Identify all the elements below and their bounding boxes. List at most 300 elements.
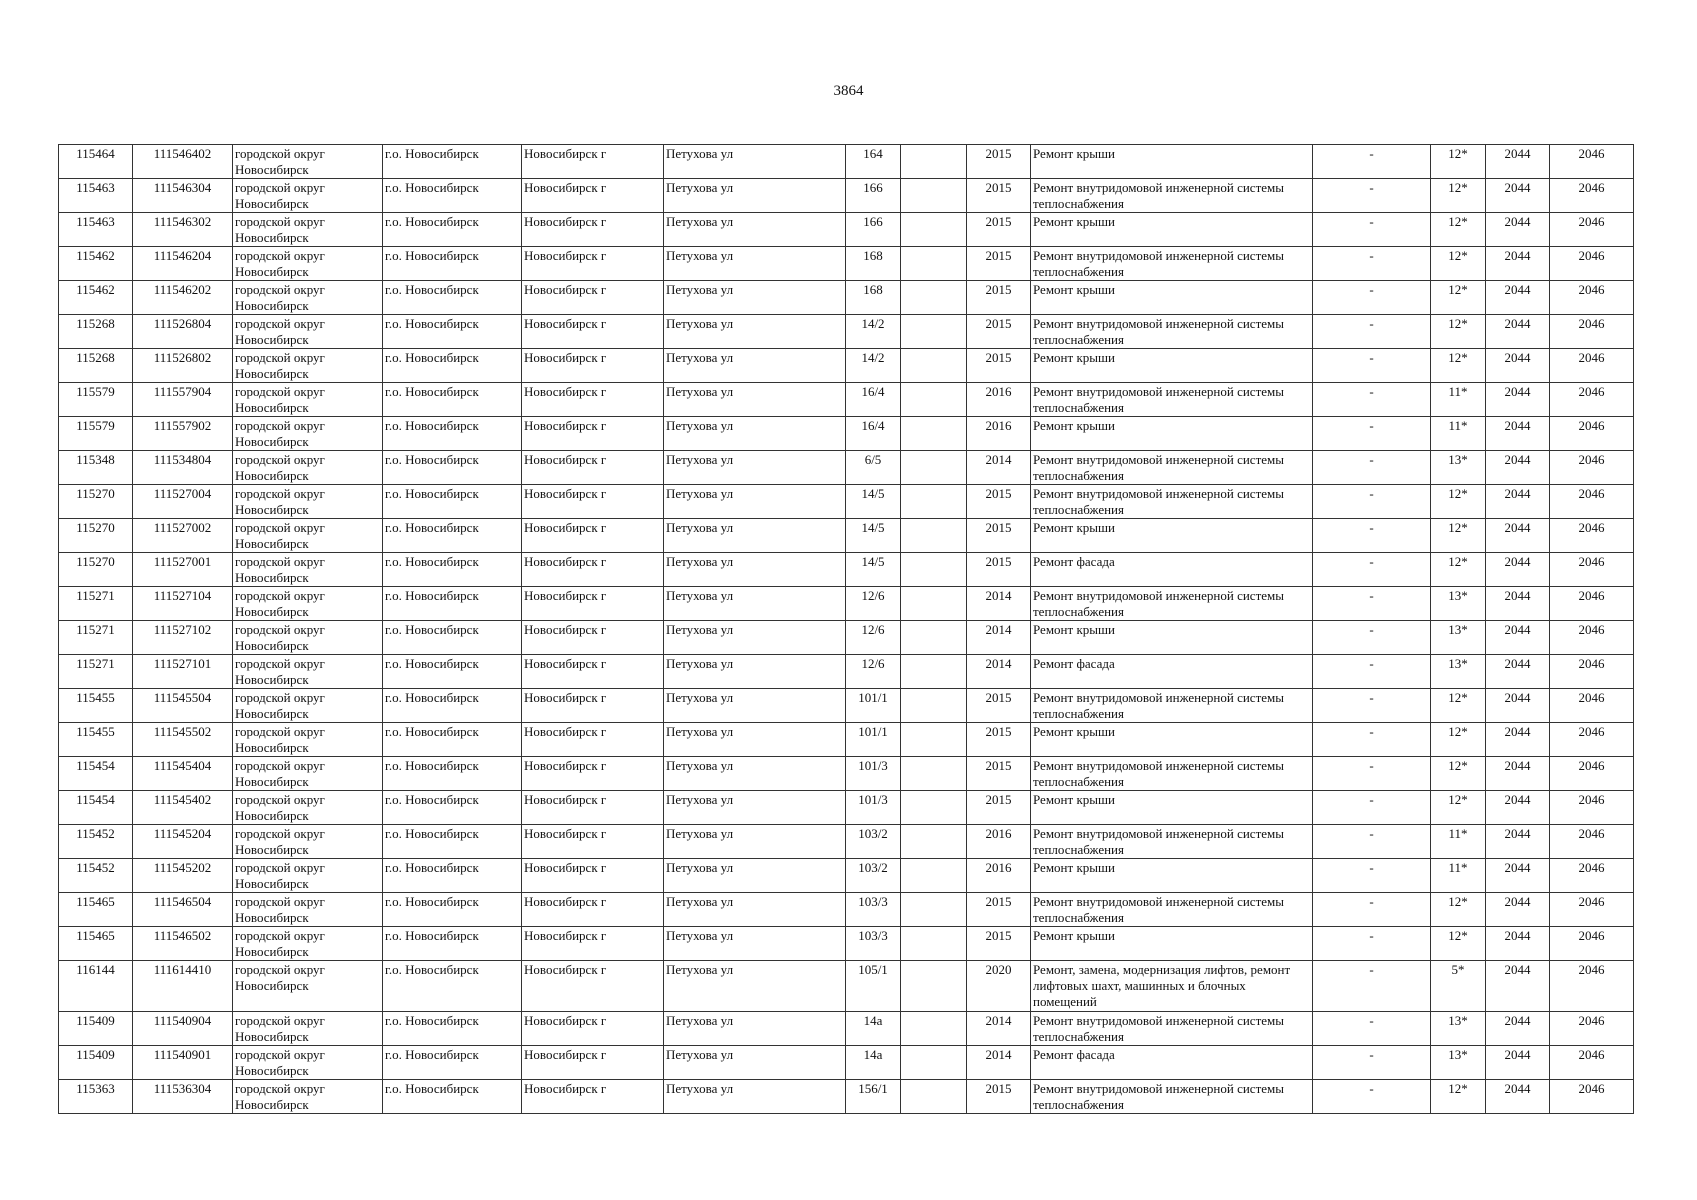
cell-house-number: 156/1 [846,1080,901,1114]
cell-municipality: городской округ Новосибирск [233,553,383,587]
cell-house-number: 14/2 [846,349,901,383]
cell-element-id: 111534804 [133,451,233,485]
cell-dash: - [1313,587,1431,621]
cell-street: Петухова ул [664,247,846,281]
cell-plan-end-year: 2046 [1550,893,1634,927]
cell-house-number: 168 [846,281,901,315]
cell-municipality: городской округ Новосибирск [233,519,383,553]
cell-plan-end-year: 2046 [1550,791,1634,825]
cell-district: г.о. Новосибирск [383,451,522,485]
cell-plan-end-year: 2046 [1550,417,1634,451]
cell-plan-end-year: 2046 [1550,757,1634,791]
table-row [59,757,1634,791]
table-row [59,961,1634,1012]
cell-lifetime: 5* [1431,961,1486,1012]
cell-registry-id: 115465 [59,893,133,927]
cell-plan-start-year: 2044 [1486,587,1550,621]
cell-construction-year: 2015 [967,281,1031,315]
table-row [59,519,1634,553]
cell-element-id: 111545204 [133,825,233,859]
cell-house-number: 103/3 [846,893,901,927]
cell-plan-end-year: 2046 [1550,927,1634,961]
cell-street: Петухова ул [664,791,846,825]
table-row [59,1012,1634,1046]
cell-house-number: 16/4 [846,417,901,451]
cell-dash: - [1313,893,1431,927]
cell-registry-id: 115348 [59,451,133,485]
cell-construction-year: 2015 [967,247,1031,281]
cell-street: Петухова ул [664,349,846,383]
cell-lifetime: 13* [1431,587,1486,621]
cell-street: Петухова ул [664,621,846,655]
cell-registry-id: 115455 [59,723,133,757]
cell-municipality: городской округ Новосибирск [233,621,383,655]
cell-construction-year: 2015 [967,723,1031,757]
cell-street: Петухова ул [664,1012,846,1046]
cell-element-id: 111527001 [133,553,233,587]
cell-lifetime: 13* [1431,1046,1486,1080]
cell-house-number: 14/5 [846,553,901,587]
cell-building [901,145,967,179]
cell-construction-year: 2014 [967,1046,1031,1080]
cell-building [901,1080,967,1114]
cell-city: Новосибирск г [522,927,664,961]
cell-registry-id: 115454 [59,791,133,825]
cell-municipality: городской округ Новосибирск [233,485,383,519]
cell-district: г.о. Новосибирск [383,383,522,417]
cell-construction-year: 2020 [967,961,1031,1012]
cell-house-number: 12/6 [846,655,901,689]
cell-construction-year: 2015 [967,315,1031,349]
cell-lifetime: 13* [1431,621,1486,655]
cell-work-type: Ремонт фасада [1031,655,1313,689]
cell-street: Петухова ул [664,927,846,961]
cell-element-id: 111526804 [133,315,233,349]
cell-plan-start-year: 2044 [1486,893,1550,927]
cell-plan-start-year: 2044 [1486,1080,1550,1114]
cell-house-number: 14а [846,1012,901,1046]
cell-building [901,1046,967,1080]
cell-registry-id: 115465 [59,927,133,961]
cell-street: Петухова ул [664,179,846,213]
cell-dash: - [1313,723,1431,757]
cell-city: Новосибирск г [522,1012,664,1046]
table-row [59,281,1634,315]
cell-building [901,315,967,349]
cell-house-number: 101/1 [846,723,901,757]
cell-street: Петухова ул [664,961,846,1012]
cell-city: Новосибирск г [522,791,664,825]
cell-building [901,247,967,281]
cell-construction-year: 2016 [967,825,1031,859]
cell-lifetime: 13* [1431,451,1486,485]
cell-plan-end-year: 2046 [1550,587,1634,621]
cell-work-type: Ремонт, замена, модернизация лифтов, ремонт лифтовых шахт, машинных и блочных помещений [1031,961,1313,1012]
cell-construction-year: 2014 [967,621,1031,655]
cell-city: Новосибирск г [522,859,664,893]
cell-element-id: 111546304 [133,179,233,213]
cell-registry-id: 115452 [59,825,133,859]
cell-dash: - [1313,621,1431,655]
cell-district: г.о. Новосибирск [383,315,522,349]
cell-city: Новосибирск г [522,689,664,723]
cell-element-id: 111527104 [133,587,233,621]
cell-building [901,179,967,213]
cell-plan-start-year: 2044 [1486,655,1550,689]
cell-city: Новосибирск г [522,893,664,927]
table-row [59,893,1634,927]
cell-plan-end-year: 2046 [1550,689,1634,723]
cell-work-type: Ремонт внутридомовой инженерной системы теплоснабжения [1031,451,1313,485]
cell-construction-year: 2016 [967,383,1031,417]
cell-plan-end-year: 2046 [1550,451,1634,485]
cell-district: г.о. Новосибирск [383,417,522,451]
cell-plan-start-year: 2044 [1486,349,1550,383]
cell-dash: - [1313,757,1431,791]
cell-registry-id: 115268 [59,349,133,383]
cell-house-number: 101/1 [846,689,901,723]
cell-city: Новосибирск г [522,451,664,485]
page-number: 3864 [833,83,864,99]
cell-plan-start-year: 2044 [1486,689,1550,723]
cell-street: Петухова ул [664,485,846,519]
cell-work-type: Ремонт внутридомовой инженерной системы теплоснабжения [1031,757,1313,791]
cell-plan-end-year: 2046 [1550,485,1634,519]
cell-plan-start-year: 2044 [1486,927,1550,961]
table-row [59,655,1634,689]
cell-lifetime: 12* [1431,893,1486,927]
cell-construction-year: 2015 [967,927,1031,961]
cell-city: Новосибирск г [522,145,664,179]
cell-work-type: Ремонт внутридомовой инженерной системы теплоснабжения [1031,1012,1313,1046]
cell-plan-start-year: 2044 [1486,825,1550,859]
table-row [59,247,1634,281]
cell-district: г.о. Новосибирск [383,247,522,281]
cell-district: г.о. Новосибирск [383,1012,522,1046]
cell-plan-end-year: 2046 [1550,655,1634,689]
cell-lifetime: 12* [1431,927,1486,961]
table-row [59,825,1634,859]
cell-building [901,553,967,587]
cell-house-number: 6/5 [846,451,901,485]
cell-dash: - [1313,791,1431,825]
cell-plan-start-year: 2044 [1486,1012,1550,1046]
cell-construction-year: 2015 [967,893,1031,927]
cell-registry-id: 115270 [59,553,133,587]
table-row [59,179,1634,213]
cell-dash: - [1313,315,1431,349]
cell-street: Петухова ул [664,451,846,485]
cell-district: г.о. Новосибирск [383,1080,522,1114]
cell-construction-year: 2016 [967,417,1031,451]
cell-element-id: 111546402 [133,145,233,179]
cell-dash: - [1313,927,1431,961]
table-row [59,723,1634,757]
cell-district: г.о. Новосибирск [383,689,522,723]
cell-building [901,791,967,825]
cell-element-id: 111614410 [133,961,233,1012]
cell-city: Новосибирск г [522,757,664,791]
cell-municipality: городской округ Новосибирск [233,281,383,315]
cell-city: Новосибирск г [522,519,664,553]
cell-building [901,349,967,383]
cell-municipality: городской округ Новосибирск [233,315,383,349]
cell-plan-end-year: 2046 [1550,519,1634,553]
cell-lifetime: 12* [1431,791,1486,825]
cell-building [901,655,967,689]
cell-house-number: 16/4 [846,383,901,417]
table-row [59,145,1634,179]
cell-district: г.о. Новосибирск [383,927,522,961]
cell-work-type: Ремонт крыши [1031,927,1313,961]
cell-district: г.о. Новосибирск [383,349,522,383]
cell-plan-start-year: 2044 [1486,621,1550,655]
cell-registry-id: 115452 [59,859,133,893]
cell-construction-year: 2014 [967,655,1031,689]
cell-work-type: Ремонт внутридомовой инженерной системы теплоснабжения [1031,1080,1313,1114]
cell-city: Новосибирск г [522,213,664,247]
cell-building [901,961,967,1012]
cell-city: Новосибирск г [522,553,664,587]
cell-element-id: 111527002 [133,519,233,553]
cell-registry-id: 115363 [59,1080,133,1114]
cell-street: Петухова ул [664,519,846,553]
cell-building [901,485,967,519]
cell-street: Петухова ул [664,315,846,349]
cell-work-type: Ремонт внутридомовой инженерной системы теплоснабжения [1031,689,1313,723]
cell-lifetime: 12* [1431,145,1486,179]
cell-dash: - [1313,349,1431,383]
cell-city: Новосибирск г [522,179,664,213]
cell-city: Новосибирск г [522,723,664,757]
cell-city: Новосибирск г [522,587,664,621]
cell-plan-start-year: 2044 [1486,553,1550,587]
cell-house-number: 12/6 [846,621,901,655]
cell-municipality: городской округ Новосибирск [233,859,383,893]
cell-house-number: 14/5 [846,519,901,553]
cell-street: Петухова ул [664,1046,846,1080]
cell-dash: - [1313,179,1431,213]
cell-construction-year: 2015 [967,757,1031,791]
cell-registry-id: 115268 [59,315,133,349]
cell-building [901,1012,967,1046]
cell-house-number: 166 [846,179,901,213]
cell-work-type: Ремонт крыши [1031,213,1313,247]
cell-building [901,723,967,757]
cell-district: г.о. Новосибирск [383,893,522,927]
cell-house-number: 168 [846,247,901,281]
cell-lifetime: 12* [1431,519,1486,553]
cell-city: Новосибирск г [522,349,664,383]
cell-dash: - [1313,281,1431,315]
cell-district: г.о. Новосибирск [383,961,522,1012]
cell-plan-start-year: 2044 [1486,791,1550,825]
cell-street: Петухова ул [664,553,846,587]
cell-district: г.о. Новосибирск [383,859,522,893]
cell-construction-year: 2015 [967,553,1031,587]
cell-municipality: городской округ Новосибирск [233,1012,383,1046]
cell-registry-id: 115409 [59,1012,133,1046]
cell-element-id: 111540901 [133,1046,233,1080]
cell-element-id: 111546204 [133,247,233,281]
table-row [59,315,1634,349]
cell-element-id: 111546502 [133,927,233,961]
cell-work-type: Ремонт внутридомовой инженерной системы теплоснабжения [1031,825,1313,859]
cell-plan-start-year: 2044 [1486,247,1550,281]
cell-construction-year: 2015 [967,1080,1031,1114]
cell-street: Петухова ул [664,655,846,689]
table-row [59,689,1634,723]
cell-municipality: городской округ Новосибирск [233,383,383,417]
cell-district: г.о. Новосибирск [383,791,522,825]
cell-building [901,689,967,723]
cell-city: Новосибирск г [522,1046,664,1080]
cell-building [901,621,967,655]
cell-house-number: 14/2 [846,315,901,349]
cell-municipality: городской округ Новосибирск [233,247,383,281]
cell-plan-end-year: 2046 [1550,859,1634,893]
cell-registry-id: 115462 [59,247,133,281]
cell-building [901,587,967,621]
cell-dash: - [1313,655,1431,689]
cell-lifetime: 12* [1431,1080,1486,1114]
cell-element-id: 111527004 [133,485,233,519]
cell-house-number: 164 [846,145,901,179]
cell-work-type: Ремонт крыши [1031,859,1313,893]
cell-dash: - [1313,451,1431,485]
cell-street: Петухова ул [664,757,846,791]
cell-municipality: городской округ Новосибирск [233,1080,383,1114]
cell-element-id: 111527102 [133,621,233,655]
cell-registry-id: 115270 [59,519,133,553]
cell-district: г.о. Новосибирск [383,1046,522,1080]
cell-dash: - [1313,417,1431,451]
cell-municipality: городской округ Новосибирск [233,927,383,961]
cell-plan-start-year: 2044 [1486,961,1550,1012]
cell-plan-start-year: 2044 [1486,145,1550,179]
cell-municipality: городской округ Новосибирск [233,417,383,451]
cell-work-type: Ремонт крыши [1031,791,1313,825]
cell-work-type: Ремонт крыши [1031,145,1313,179]
cell-work-type: Ремонт крыши [1031,519,1313,553]
cell-registry-id: 116144 [59,961,133,1012]
cell-municipality: городской округ Новосибирск [233,587,383,621]
cell-building [901,417,967,451]
cell-plan-start-year: 2044 [1486,179,1550,213]
cell-lifetime: 12* [1431,315,1486,349]
cell-city: Новосибирск г [522,315,664,349]
cell-plan-start-year: 2044 [1486,451,1550,485]
cell-element-id: 111545404 [133,757,233,791]
cell-construction-year: 2015 [967,145,1031,179]
cell-city: Новосибирск г [522,485,664,519]
cell-district: г.о. Новосибирск [383,553,522,587]
cell-element-id: 111545402 [133,791,233,825]
cell-house-number: 12/6 [846,587,901,621]
cell-city: Новосибирск г [522,655,664,689]
table-row [59,349,1634,383]
cell-dash: - [1313,689,1431,723]
cell-work-type: Ремонт крыши [1031,723,1313,757]
cell-city: Новосибирск г [522,621,664,655]
cell-lifetime: 11* [1431,417,1486,451]
cell-district: г.о. Новосибирск [383,723,522,757]
cell-work-type: Ремонт крыши [1031,621,1313,655]
cell-dash: - [1313,485,1431,519]
table-row [59,417,1634,451]
cell-work-type: Ремонт фасада [1031,1046,1313,1080]
cell-municipality: городской округ Новосибирск [233,757,383,791]
cell-lifetime: 11* [1431,825,1486,859]
cell-district: г.о. Новосибирск [383,281,522,315]
cell-element-id: 111545504 [133,689,233,723]
cell-street: Петухова ул [664,383,846,417]
cell-registry-id: 115271 [59,621,133,655]
table-row [59,1046,1634,1080]
cell-municipality: городской округ Новосибирск [233,1046,383,1080]
table-row [59,621,1634,655]
cell-lifetime: 12* [1431,281,1486,315]
cell-registry-id: 115579 [59,383,133,417]
cell-lifetime: 12* [1431,485,1486,519]
cell-construction-year: 2014 [967,587,1031,621]
cell-dash: - [1313,145,1431,179]
cell-element-id: 111526802 [133,349,233,383]
cell-building [901,213,967,247]
cell-dash: - [1313,859,1431,893]
cell-street: Петухова ул [664,689,846,723]
cell-city: Новосибирск г [522,417,664,451]
cell-plan-end-year: 2046 [1550,553,1634,587]
cell-construction-year: 2015 [967,213,1031,247]
cell-municipality: городской округ Новосибирск [233,961,383,1012]
cell-work-type: Ремонт внутридомовой инженерной системы теплоснабжения [1031,247,1313,281]
cell-construction-year: 2015 [967,179,1031,213]
cell-dash: - [1313,213,1431,247]
cell-plan-end-year: 2046 [1550,723,1634,757]
cell-district: г.о. Новосибирск [383,825,522,859]
cell-construction-year: 2015 [967,519,1031,553]
cell-municipality: городской округ Новосибирск [233,723,383,757]
cell-street: Петухова ул [664,281,846,315]
cell-registry-id: 115454 [59,757,133,791]
table-row [59,791,1634,825]
cell-street: Петухова ул [664,417,846,451]
cell-city: Новосибирск г [522,961,664,1012]
cell-element-id: 111527101 [133,655,233,689]
cell-house-number: 103/2 [846,825,901,859]
cell-house-number: 103/2 [846,859,901,893]
cell-lifetime: 12* [1431,349,1486,383]
cell-plan-start-year: 2044 [1486,757,1550,791]
cell-dash: - [1313,553,1431,587]
cell-work-type: Ремонт внутридомовой инженерной системы теплоснабжения [1031,315,1313,349]
cell-street: Петухова ул [664,859,846,893]
cell-city: Новосибирск г [522,825,664,859]
cell-municipality: городской округ Новосибирск [233,145,383,179]
cell-house-number: 101/3 [846,757,901,791]
table-row [59,451,1634,485]
cell-work-type: Ремонт внутридомовой инженерной системы теплоснабжения [1031,383,1313,417]
cell-municipality: городской округ Новосибирск [233,213,383,247]
cell-house-number: 101/3 [846,791,901,825]
cell-plan-end-year: 2046 [1550,179,1634,213]
cell-dash: - [1313,383,1431,417]
cell-building [901,859,967,893]
cell-building [901,825,967,859]
cell-district: г.о. Новосибирск [383,145,522,179]
cell-plan-start-year: 2044 [1486,213,1550,247]
